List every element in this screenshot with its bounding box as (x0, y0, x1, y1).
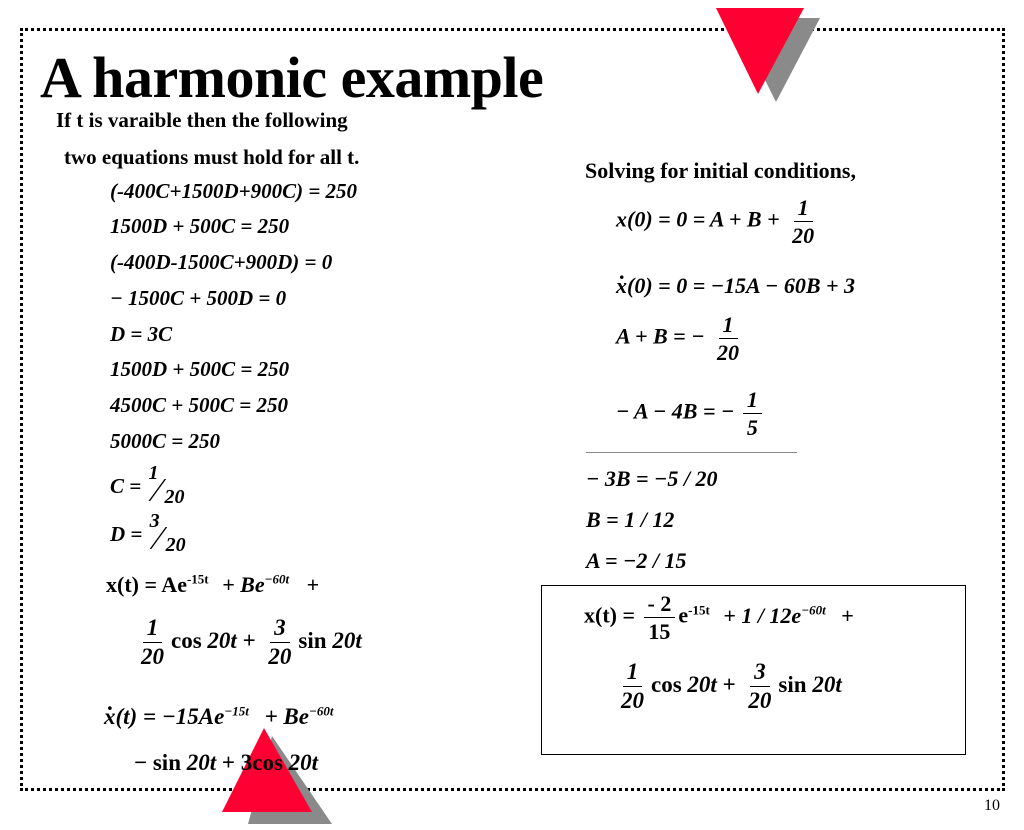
eq3-lhs: A + B = − (616, 323, 705, 349)
cos-label: cos (252, 750, 283, 775)
xdot-line-1 (104, 704, 333, 730)
eq4-lhs: − A − 4B = − (616, 398, 735, 424)
xt-line-1 (106, 572, 319, 598)
denominator: 20 (268, 644, 292, 670)
left-equation: 1500D + 500C = 250 (110, 214, 290, 238)
page-number: 10 (984, 797, 1000, 814)
divider-line (586, 452, 797, 453)
d-fraction (148, 510, 194, 558)
boxed-line-1 (584, 592, 854, 643)
initial-condition-eq7: A = −2 / 15 (586, 548, 687, 573)
sin-argument: 20t (332, 627, 362, 653)
right-heading: Solving for initial conditions, (585, 158, 856, 183)
sin-label: sin (778, 671, 807, 697)
d-result (110, 510, 194, 558)
xt-tail: + (306, 572, 320, 597)
d-denominator: 20 (165, 534, 186, 556)
xdot-term-b: + Be (264, 704, 309, 729)
xt-exp-b: −60t (264, 571, 290, 587)
cos-argument: 20t (207, 627, 237, 653)
intro-line-2: two equations must hold for all t. (64, 145, 360, 169)
numerator: 1 (623, 660, 643, 687)
left-equation: − 1500C + 500D = 0 (110, 286, 287, 310)
boxed-lhs: x(t) = (584, 602, 636, 628)
boxed-exp-a: -15t (688, 602, 710, 618)
left-equation: 1500D + 500C = 250 (110, 357, 290, 381)
sin-argument: 20t (186, 750, 217, 775)
left-equation: (-400C+1500D+900C) = 250 (110, 179, 358, 203)
slide-title: A harmonic example (40, 45, 544, 110)
eq1-lhs: x(0) = 0 = A + B + (616, 206, 780, 232)
c-denominator: 20 (164, 486, 185, 508)
xdot-line-2 (134, 750, 318, 776)
c-numerator: 1 (148, 462, 159, 484)
left-equation: (-400D-1500C+900D) = 0 (110, 250, 333, 274)
xdot-exp-b: −60t (308, 703, 334, 719)
sin-label: sin (298, 627, 327, 653)
cos-argument: 20t (288, 750, 319, 775)
boxed-fraction (644, 592, 676, 643)
triangle-logo-bottom (220, 728, 340, 828)
cos-label: cos (651, 671, 682, 697)
xt-line-2 (134, 616, 362, 669)
numerator: 1 (143, 616, 163, 643)
cos-label: cos (171, 627, 202, 653)
d-lhs: D = (110, 521, 143, 546)
sin-argument: 20t (812, 671, 842, 697)
eq3-fraction (713, 313, 743, 364)
c-lhs: C = (110, 473, 142, 498)
plus-sign: + (242, 627, 256, 653)
plus-three: + 3 (221, 750, 253, 775)
initial-condition-eq1 (616, 196, 821, 247)
numerator: 3 (750, 660, 770, 687)
xt-fraction-2 (264, 616, 295, 669)
c-result (110, 462, 192, 510)
fraction-slash: ⁄ (155, 520, 162, 557)
xdot-exp-a: −15t (224, 703, 249, 719)
initial-condition-eq3 (616, 313, 746, 364)
xt-term-b: + Be (222, 572, 265, 597)
boxed-mid-term: + 1 / 12e (723, 602, 802, 628)
cos-argument: 20t (687, 671, 717, 697)
boxed-fraction-2 (744, 660, 775, 713)
triangle-logo-top (714, 6, 824, 106)
plus-sign: + (722, 671, 736, 697)
xt-term-a: x(t) = Ae (106, 572, 187, 597)
eq2-lhs: . x(0) = 0 = −15A − 60B + 3 (616, 273, 855, 299)
numerator: - 2 (644, 592, 676, 618)
eq1-fraction (788, 196, 818, 247)
numerator: 1 (743, 388, 762, 414)
boxed-fraction-1 (617, 660, 648, 713)
initial-condition-eq4 (616, 388, 765, 439)
left-equation: 4500C + 500C = 250 (110, 393, 288, 417)
denominator: 15 (648, 619, 671, 645)
denominator: 5 (746, 415, 758, 441)
d-numerator: 3 (149, 510, 160, 532)
boxed-tail: + (841, 602, 854, 628)
intro-line-1: If t is varaible then the following (56, 108, 348, 132)
left-equation: 5000C = 250 (110, 429, 220, 453)
initial-condition-eq2 (616, 273, 855, 299)
xt-fraction-1 (137, 616, 168, 669)
eq4-fraction (743, 388, 762, 439)
initial-condition-eq6: B = 1 / 12 (586, 507, 675, 532)
denominator: 20 (141, 644, 164, 670)
boxed-exp-b: −60t (801, 602, 826, 618)
xt-exp-a: -15t (186, 571, 209, 587)
denominator: 20 (792, 223, 815, 249)
initial-condition-eq5: − 3B = −5 / 20 (586, 466, 718, 491)
denominator: 20 (748, 688, 772, 714)
c-fraction (146, 462, 192, 510)
left-equation: D = 3C (110, 322, 173, 346)
boxed-e: e (678, 602, 689, 628)
numerator: 1 (794, 196, 813, 222)
numerator: 3 (270, 616, 290, 643)
fraction-slash: ⁄ (154, 472, 161, 509)
denominator: 20 (621, 688, 644, 714)
boxed-line-2 (614, 660, 842, 713)
numerator: 1 (719, 313, 738, 339)
xdot-lhs: . x(t) = −15Ae (104, 704, 224, 730)
sin-term: − sin (134, 750, 181, 775)
denominator: 20 (717, 340, 740, 366)
